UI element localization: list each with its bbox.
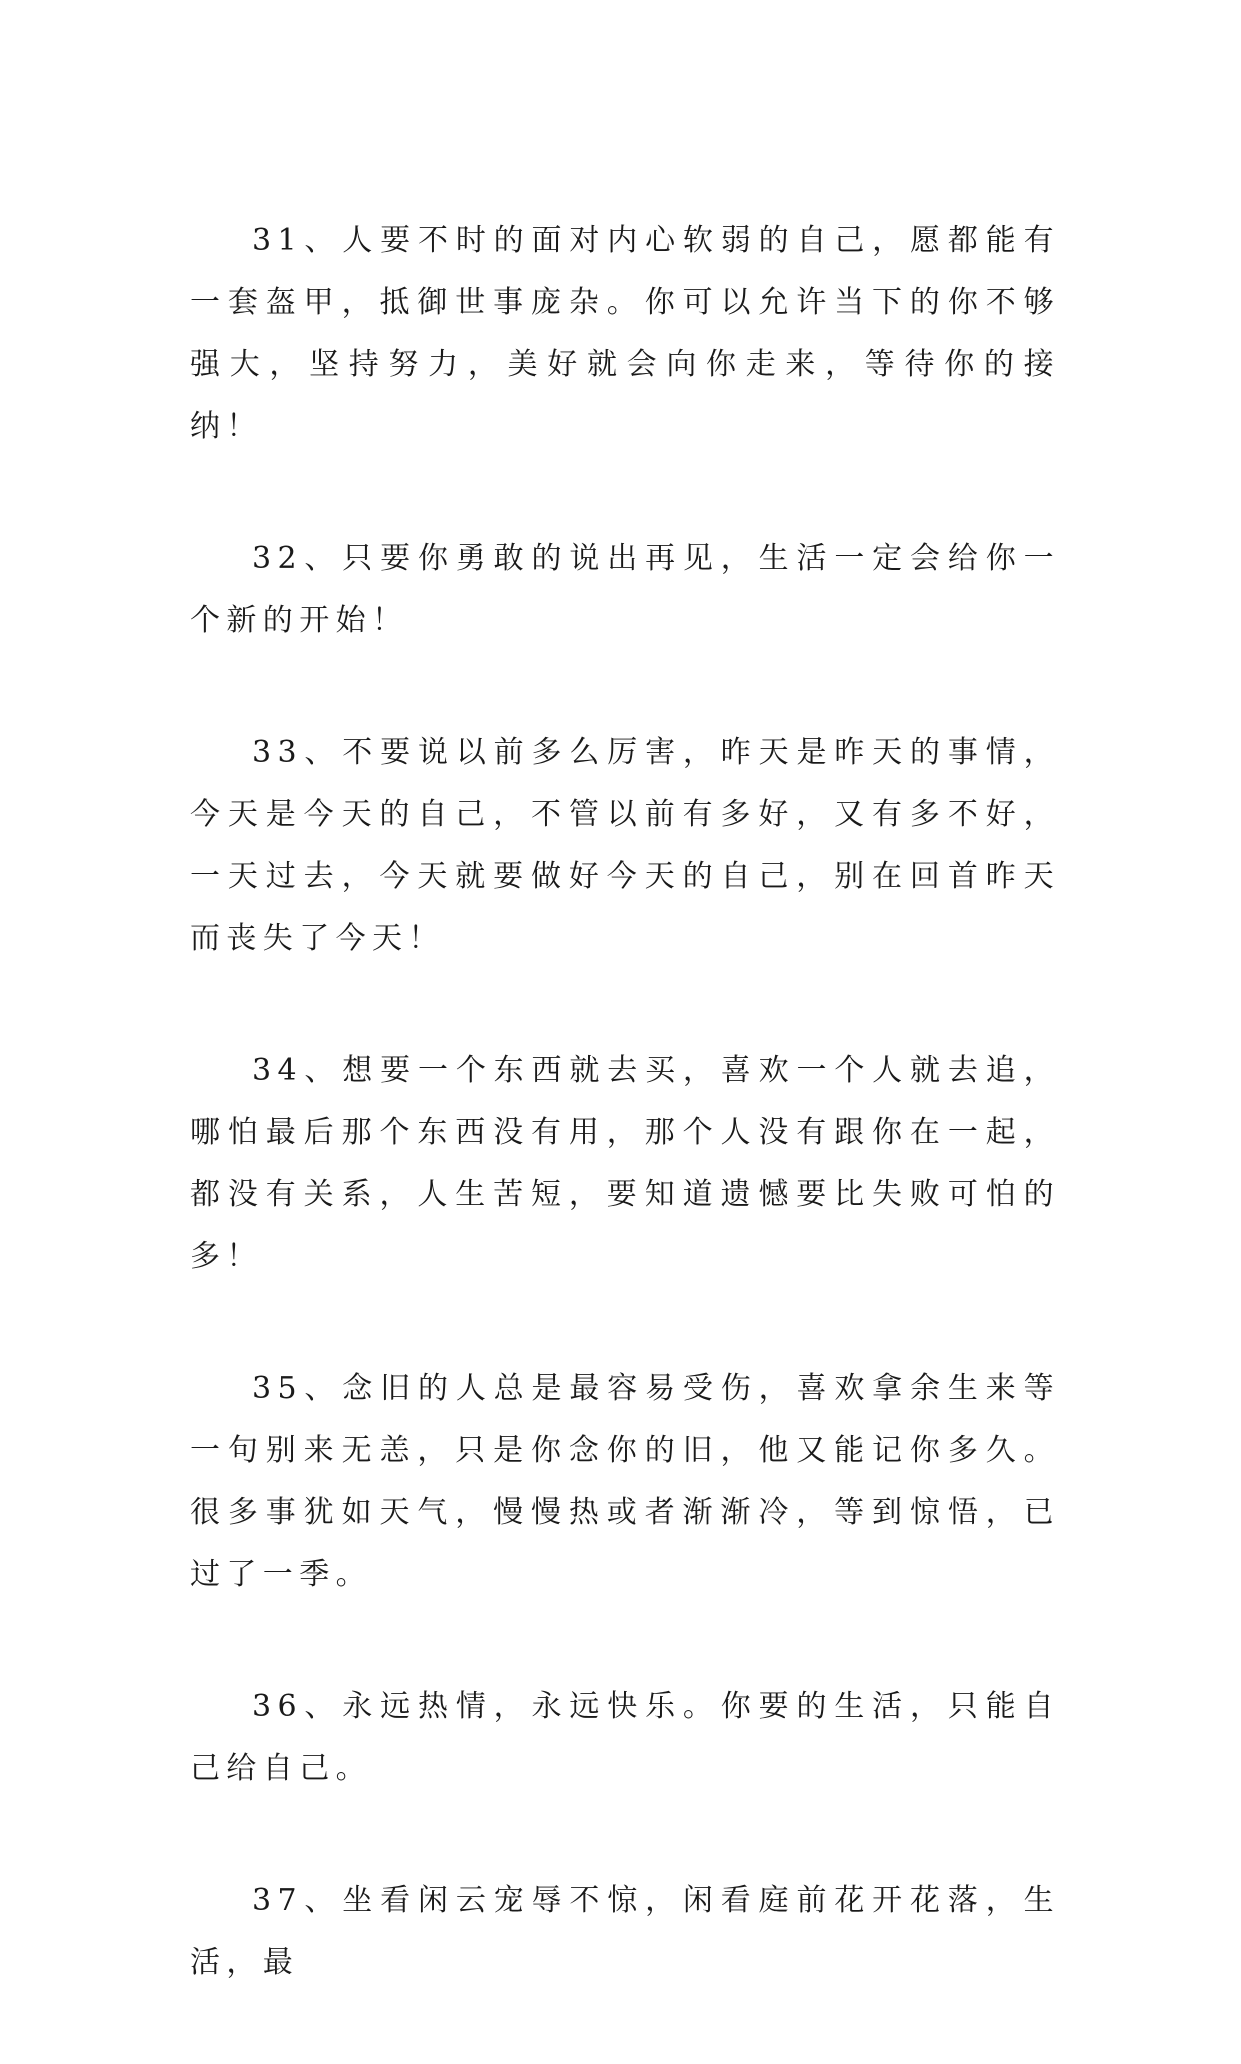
paragraph-33: 33、不要说以前多么厉害，昨天是昨天的事情，今天是今天的自己，不管以前有多好，又有多不好，一天过去，今天就要做好今天的自己，别在回首昨天而丧失了今天！ [190,735,1060,956]
paragraph-31: 31、人要不时的面对内心软弱的自己，愿都能有一套盔甲，抵御世事庞杂。你可以允许当下的你不够强大，坚持努力，美好就会向你走来，等待你的接纳！ [190,223,1060,444]
paragraph-34: 34、想要一个东西就去买，喜欢一个人就去追，哪怕最后那个东西没有用，那个人没有跟你在一起，都没有关系，人生苦短，要知道遗憾要比失败可怕的多！ [190,1053,1060,1274]
document-body [190,210,1060,2064]
paragraph-37: 37、坐看闲云宠辱不惊，闲看庭前花开花落，生活，最 [190,1883,1060,1980]
paragraph-36: 36、永远热情，永远快乐。你要的生活，只能自己给自己。 [190,1689,1060,1786]
paragraph-32: 32、只要你勇敢的说出再见，生活一定会给你一个新的开始！ [190,541,1060,638]
paragraph-35: 35、念旧的人总是最容易受伤，喜欢拿余生来等一句别来无恙，只是你念你的旧，他又能记你多久。很多事犹如天气，慢慢热或者渐渐冷，等到惊悟，已过了一季。 [190,1371,1060,1592]
